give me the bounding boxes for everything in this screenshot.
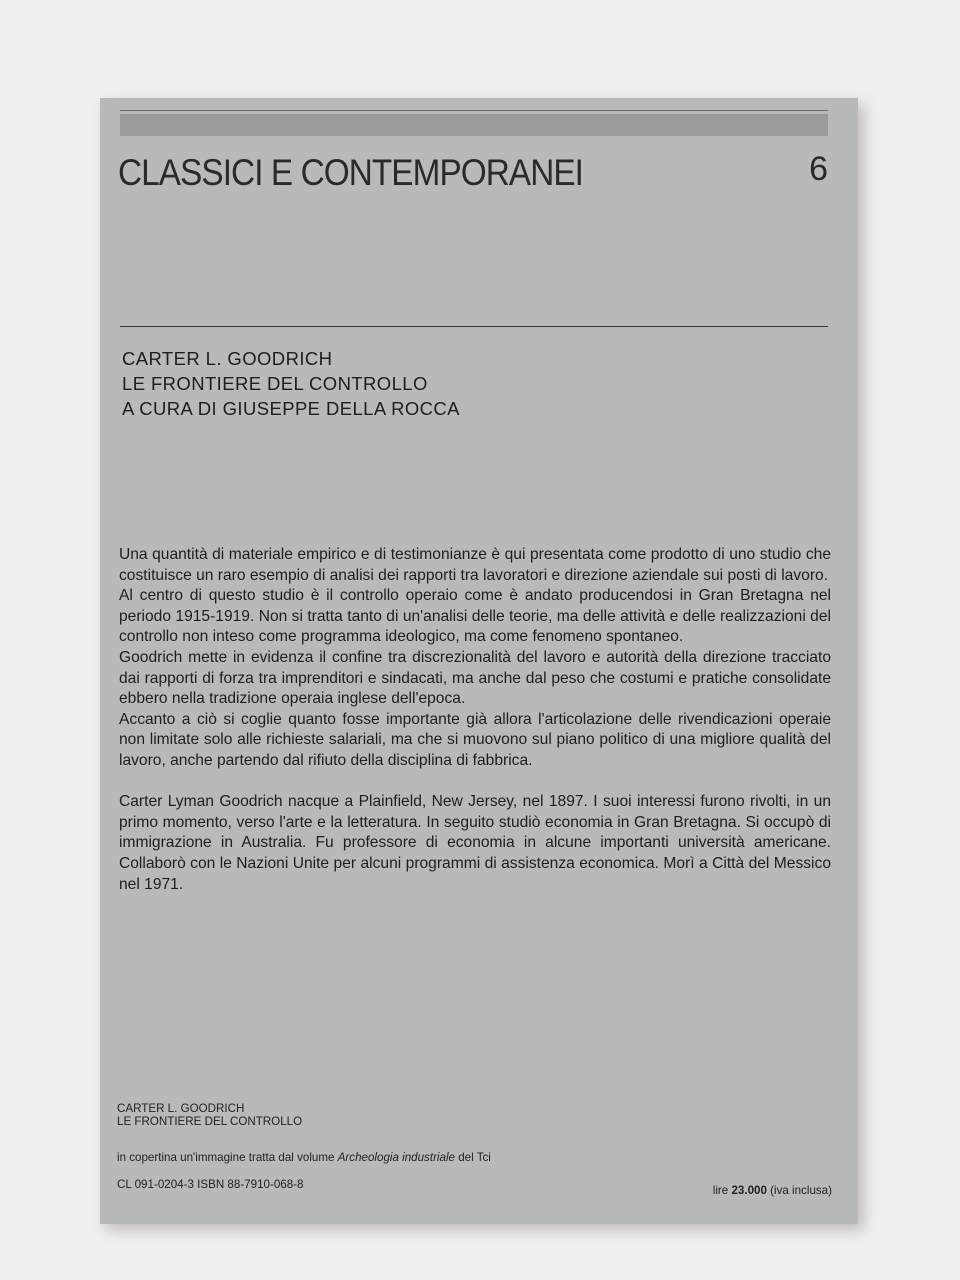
author-name: CARTER L. GOODRICH <box>122 348 333 369</box>
footer-title: LE FRONTIERE DEL CONTROLLO <box>117 1115 303 1128</box>
editor-credit: A CURA DI GIUSEPPE DELLA ROCCA <box>122 398 460 419</box>
top-band <box>120 114 828 136</box>
blurb-paragraph: Una quantità di materiale empirico e di testimonianze è qui presentata come prodotto di uno studio che costituisce un raro esempio di analisi dei rapporti tra lavoratori e direzione aziendale sui posti di lavoro. <box>119 546 831 584</box>
middle-rule <box>120 326 828 327</box>
credit-prefix: in copertina un'immagine tratta dal volume <box>117 1151 338 1164</box>
book-title: LE FRONTIERE DEL CONTROLLO <box>122 373 428 394</box>
footer-author: CARTER L. GOODRICH <box>117 1102 245 1115</box>
price-suffix: (iva inclusa) <box>766 1184 832 1197</box>
blurb-paragraph: Al centro di questo studio è il controllo operaio come è andato producendosi in Gran Bretagna nel periodo 1915-1919. Non si tratta tanto di un'analisi delle teorie, ma delle attività e delle realizzazioni del controllo non inteso come programma ideologico, ma come fenomeno spontaneo. <box>119 587 831 646</box>
blurb <box>119 545 831 895</box>
blurb-paragraph: Goodrich mette in evidenza il confine tra discrezionalità del lavoro e autorità della direzione tracciato dai rapporti di forza tra imprenditori e sindacati, ma anche dal peso che costumi e pratiche consolidate ebbero nella tradizione operaia inglese dell'epoca. <box>119 648 831 708</box>
isbn-code: CL 091-0204-3 ISBN 88-7910-068-8 <box>117 1178 304 1191</box>
price-amount: 23.000 <box>731 1184 767 1197</box>
price-prefix: lire <box>712 1184 732 1197</box>
price-label <box>713 1184 832 1197</box>
book-header <box>122 346 460 421</box>
credit-suffix: del Tci <box>454 1151 491 1164</box>
series-title: CLASSICI E CONTEMPORANEI <box>118 152 584 193</box>
book-back-cover <box>100 98 858 1224</box>
series-number: 6 <box>809 150 828 188</box>
credit-volume: Archeologia industriale <box>337 1151 455 1164</box>
footer-imprint <box>117 1102 302 1128</box>
blurb-paragraph: Accanto a ciò si coglie quanto fosse importante già allora l'articolazione delle rivendicazioni operaie non limitate solo alle richieste salariali, ma che si muovono sul piano politico di una migliore qualità del lavoro, anche partendo dal rifiuto della disciplina di fabbrica. <box>119 710 831 769</box>
top-rule <box>120 110 828 111</box>
author-bio: Carter Lyman Goodrich nacque a Plainfield, New Jersey, nel 1897. I suoi interessi furono rivolti, in un primo momento, verso l'arte e la letteratura. In seguito studiò economia in Gran Bretagna. Si occupò di immigrazione in Australia. Fu professore di economia in alcune importanti università americane. Collaborò con le Nazioni Unite per alcuni programmi di assistenza economica. Morì a Città del Messico nel 1971. <box>119 793 831 893</box>
cover-credit <box>117 1151 491 1164</box>
